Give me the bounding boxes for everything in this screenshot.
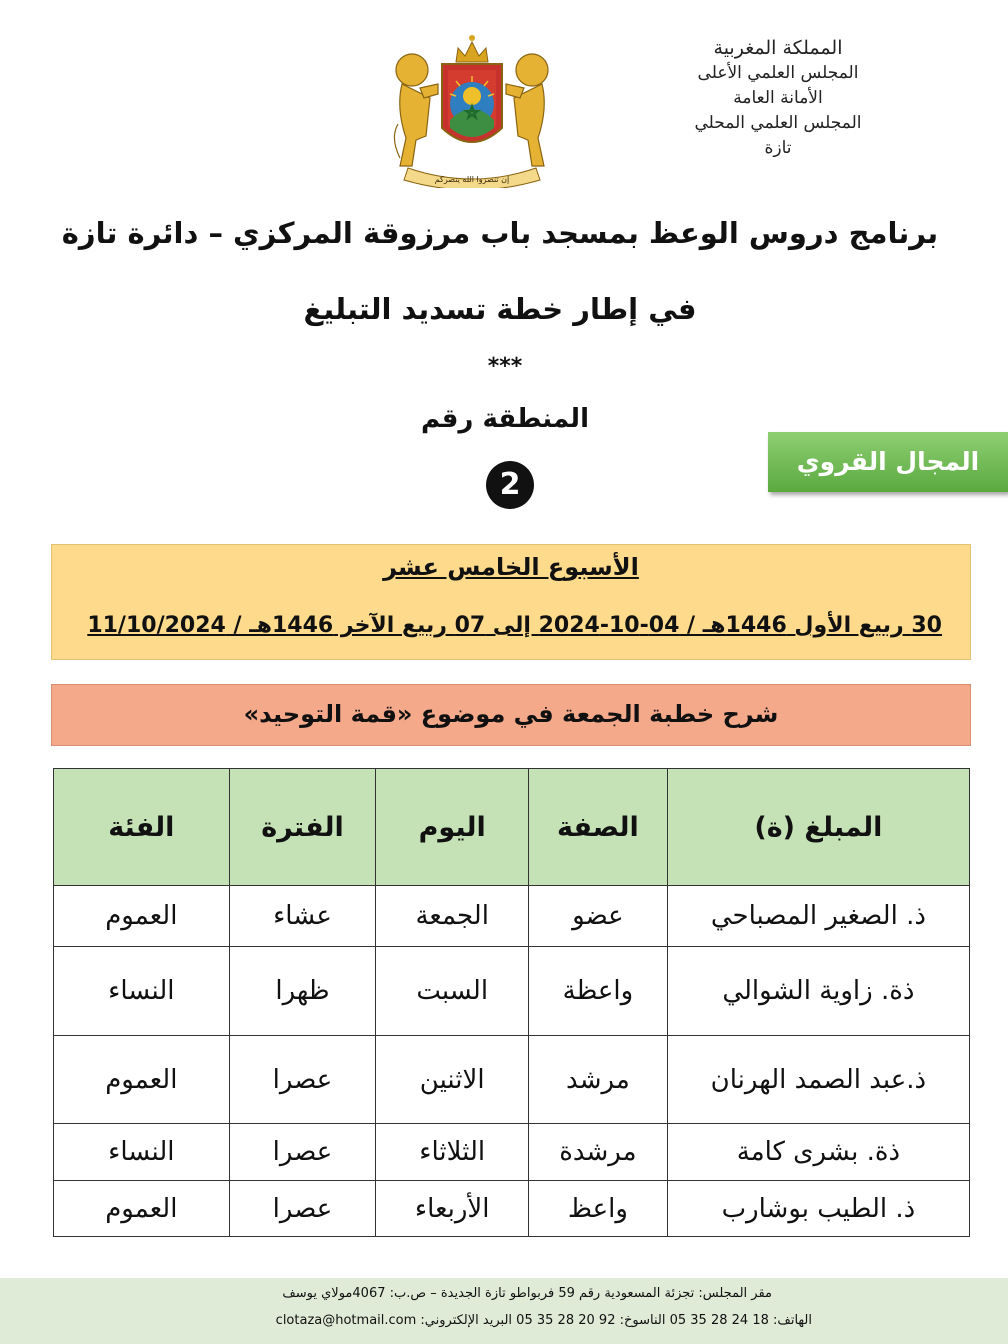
- sermon-topic: شرح خطبة الجمعة في موضوع «قمة التوحيد»: [51, 684, 971, 746]
- motto-text: إن تنصروا الله ينصركم: [434, 175, 510, 184]
- zone-label: المنطقة رقم: [421, 404, 589, 434]
- cell-audience: النساء: [54, 947, 230, 1036]
- institution-line: الأمانة العامة: [733, 88, 823, 108]
- week-title: الأسبوع الخامس عشر: [383, 553, 639, 581]
- week-dates: 30 ربيع الأول 1446هـ / 04-10-2024 إلى 07 ربيع الآخر 1446هـ / 11/10/2024: [87, 613, 942, 638]
- cell-audience: النساء: [54, 1124, 230, 1181]
- motto-ribbon: [404, 168, 540, 188]
- week-box: [51, 544, 971, 660]
- cell-role: عضو: [529, 886, 668, 947]
- institution-line: تازة: [764, 138, 792, 158]
- cell-period: عصرا: [229, 1124, 376, 1181]
- cell-preacher: ذة. زاوية الشوالي: [667, 947, 969, 1036]
- field-label-rural: المجال القروي: [768, 432, 1008, 492]
- cell-audience: العموم: [54, 1181, 230, 1237]
- cell-day: السبت: [376, 947, 529, 1036]
- cell-role: واعظ: [529, 1181, 668, 1237]
- header-audience: الفئة: [54, 769, 230, 886]
- shield-icon: [442, 64, 502, 142]
- table-header-row: [54, 769, 970, 886]
- cell-preacher: ذ.عبد الصمد الهرنان: [667, 1036, 969, 1124]
- cell-preacher: ذ. الصغير المصباحي: [667, 886, 969, 947]
- crown-icon: [456, 35, 488, 62]
- footer-contacts: الهاتف: 18 24 28 35 05 الناسوخ: 92 20 28 35 05 البريد الإلكتروني: clotaza@hotmail.com: [275, 1313, 812, 1328]
- table-row: [54, 886, 970, 947]
- lion-left-icon: [394, 54, 438, 166]
- table-row: [54, 1036, 970, 1124]
- program-subtitle: في إطار خطة تسديد التبليغ: [303, 292, 697, 326]
- cell-audience: العموم: [54, 886, 230, 947]
- cell-day: الثلاثاء: [376, 1124, 529, 1181]
- cell-preacher: ذ. الطيب بوشارب: [667, 1181, 969, 1237]
- cell-role: مرشد: [529, 1036, 668, 1124]
- cell-day: الاثنين: [376, 1036, 529, 1124]
- footer-bar: [0, 1278, 1008, 1344]
- header-role: الصفة: [529, 769, 668, 886]
- schedule-table: [53, 768, 970, 1237]
- separator-stars: ***: [487, 354, 523, 379]
- cell-preacher: ذة. بشرى كامة: [667, 1124, 969, 1181]
- institution-line: المملكة المغربية: [713, 37, 843, 59]
- header-preacher: المبلغ (ة): [667, 769, 969, 886]
- institution-header: [648, 36, 908, 161]
- table-row: [54, 1124, 970, 1181]
- cell-role: واعظة: [529, 947, 668, 1036]
- cell-period: عصرا: [229, 1036, 376, 1124]
- lion-right-icon: [506, 54, 548, 166]
- cell-day: الجمعة: [376, 886, 529, 947]
- institution-line: المجلس العلمي المحلي: [694, 113, 862, 133]
- cell-period: ظهرا: [229, 947, 376, 1036]
- header-day: اليوم: [376, 769, 529, 886]
- cell-day: الأربعاء: [376, 1181, 529, 1237]
- header-period: الفترة: [229, 769, 376, 886]
- footer-address: مقر المجلس: تجزئة المسعودية رقم 59 فربواطو تازة الجديدة – ص.ب: 4067مولاي يوسف: [282, 1286, 772, 1301]
- cell-audience: العموم: [54, 1036, 230, 1124]
- zone-number-badge: 2: [486, 461, 534, 509]
- coat-of-arms-emblem: [386, 28, 558, 188]
- table-row: [54, 947, 970, 1036]
- cell-period: عصرا: [229, 1181, 376, 1237]
- table-row: [54, 1181, 970, 1237]
- cell-role: مرشدة: [529, 1124, 668, 1181]
- cell-period: عشاء: [229, 886, 376, 947]
- program-title: برنامج دروس الوعظ بمسجد باب مرزوقة المركزي – دائرة تازة: [61, 216, 939, 250]
- institution-line: المجلس العلمي الأعلى: [697, 63, 859, 83]
